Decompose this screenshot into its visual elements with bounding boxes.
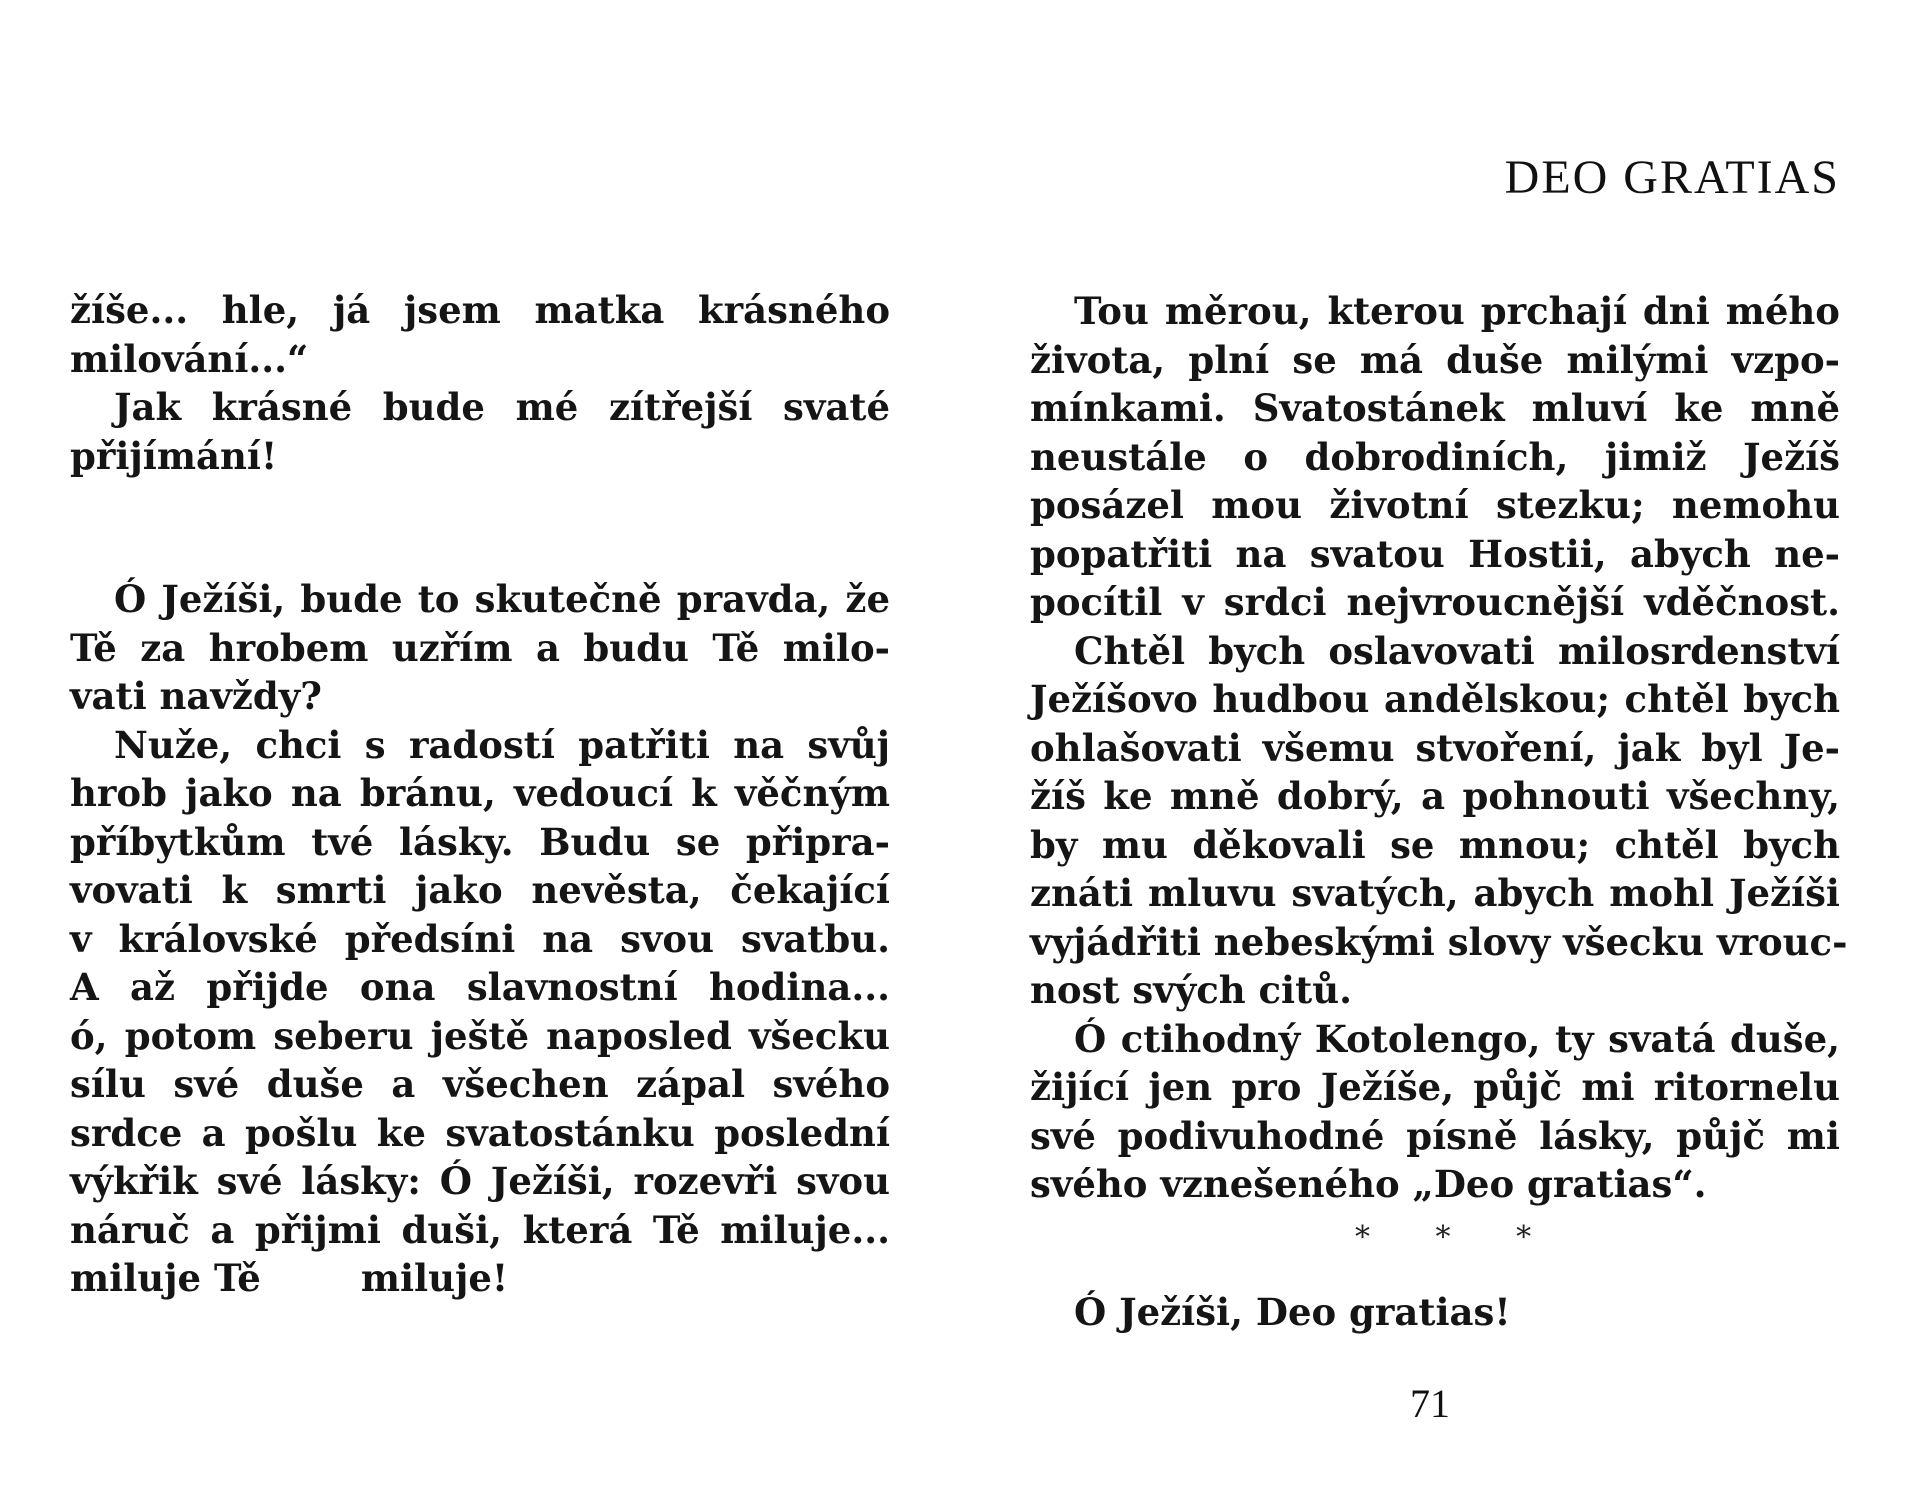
text-line: milování...“ bbox=[70, 336, 309, 381]
left-page-top-text bbox=[70, 286, 890, 480]
text-line: vovati k smrti jako nevěsta, čekající bbox=[70, 868, 890, 912]
text-line: popatřiti na svatou Hostii, abych ne- bbox=[1030, 531, 1840, 576]
text-line: svého vznešeného „Deo gratias“. bbox=[1030, 1162, 1707, 1206]
text-line: žíš ke mně dobrý, a pohnouti všechny, bbox=[1030, 774, 1840, 818]
text-line: A až přijde ona slavnostní hodina... bbox=[70, 965, 890, 1009]
text-line: vati navždy? bbox=[70, 674, 322, 718]
text-line: mínkami. Svatostánek mluví ke mně bbox=[1030, 386, 1840, 430]
section-separator: * * * bbox=[1355, 1220, 1560, 1255]
running-head: DEO GRATIAS bbox=[1504, 151, 1840, 204]
text-line: sílu své duše a všechen zápal svého bbox=[70, 1062, 890, 1106]
text-line: vyjádřiti nebeskými slovy všecku vrouc- bbox=[1030, 919, 1848, 964]
text-line: života, plní se má duše milými vzpo- bbox=[1030, 337, 1840, 382]
text-line: Ježíšovo hudbou andělskou; chtěl bych bbox=[1030, 677, 1840, 721]
text-line: posázel mou životní stezku; nemohu bbox=[1030, 483, 1840, 527]
text-line: žijící jen pro Ježíše, půjč mi ritornelu bbox=[1030, 1065, 1840, 1109]
left-page-main-text bbox=[70, 575, 890, 1303]
text-line: náruč a přijmi duši, která Tě miluje... bbox=[70, 1207, 890, 1252]
text-line: Ó ctihodný Kotolengo, ty svatá duše, bbox=[1074, 1016, 1840, 1061]
text-line: znáti mluvu svatých, abych mohl Ježíši bbox=[1030, 871, 1840, 915]
text-line: Ó Ježíši, bude to skutečně pravda, že bbox=[114, 577, 890, 621]
text-line: Tou měrou, kterou prchají dni mého bbox=[1074, 289, 1840, 333]
text-line: hrob jako na bránu, vedoucí k věčným bbox=[70, 771, 890, 815]
text-line-final bbox=[70, 1254, 890, 1303]
text-line: přijímání! bbox=[70, 433, 278, 478]
text-line: ohlašovati všemu stvoření, jak byl Je- bbox=[1030, 725, 1840, 770]
closing-line: Ó Ježíši, Deo gratias! bbox=[1074, 1290, 1511, 1334]
page-number: 71 bbox=[1410, 1381, 1450, 1426]
text-line: nost svých citů. bbox=[1030, 968, 1352, 1012]
text-line: Tě za hrobem uzřím a budu Tě milo- bbox=[70, 625, 890, 670]
text-line: své podivuhodné písně lásky, půjč mi bbox=[1030, 1113, 1840, 1158]
text-line: neustále o dobrodiních, jimiž Ježíš bbox=[1030, 434, 1840, 479]
text-line: v královské předsíni na svou svatbu. bbox=[70, 916, 890, 961]
text-line: příbytkům tvé lásky. Budu se připra- bbox=[70, 819, 890, 864]
text-line: ó, potom seberu ještě naposled všecku bbox=[70, 1013, 890, 1058]
text-line: pocítil v srdci nejvroucnější vděčnost. bbox=[1030, 580, 1840, 624]
text-line: srdce a pošlu ke svatostánku poslední bbox=[70, 1110, 890, 1155]
text-line: Jak krásné bude mé zítřejší svaté bbox=[114, 385, 890, 429]
text-line: by mu děkovali se mnou; chtěl bych bbox=[1030, 822, 1840, 867]
text-line: Chtěl bych oslavovati milosrdenství bbox=[1074, 628, 1840, 673]
text-line: výkřik své lásky: Ó Ježíši, rozevři svou bbox=[70, 1159, 890, 1203]
right-page-main-text bbox=[1030, 287, 1848, 1209]
text-line: žíše... hle, já jsem matka krásného bbox=[70, 288, 890, 332]
text-fragment: miluje Tě bbox=[70, 1256, 261, 1300]
text-line: Nuže, chci s radostí patřiti na svůj bbox=[114, 722, 890, 767]
text-fragment: miluje! bbox=[360, 1256, 509, 1300]
